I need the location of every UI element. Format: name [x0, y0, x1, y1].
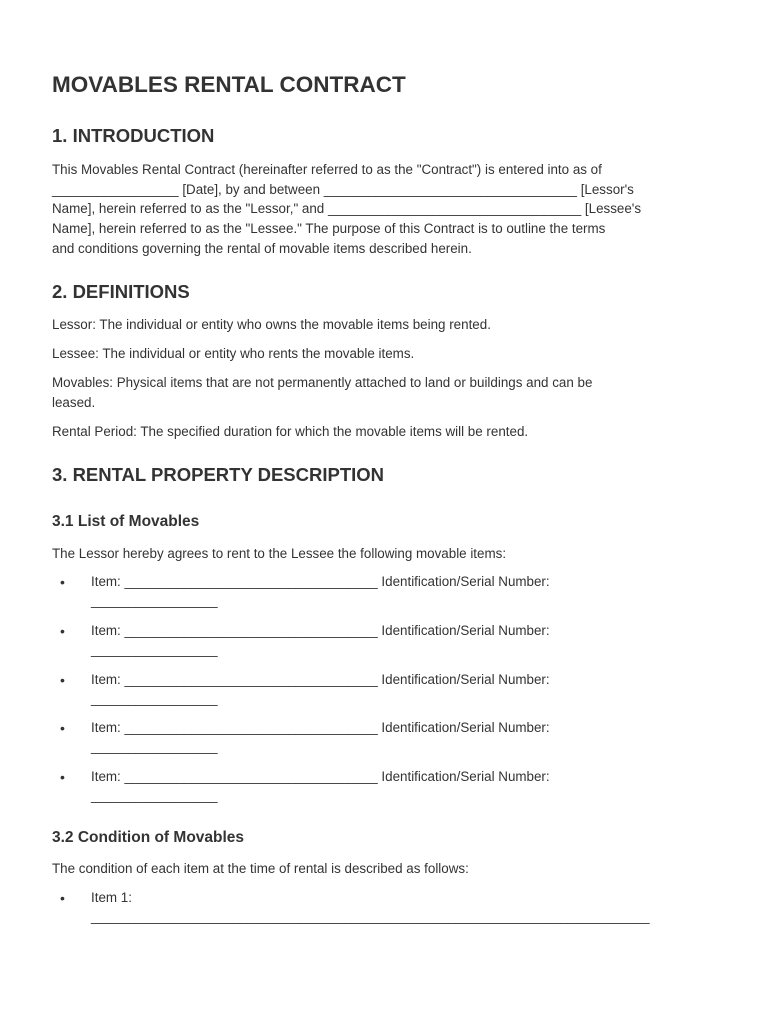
bullet-icon: •: [60, 890, 65, 906]
document-title: MOVABLES RENTAL CONTRACT: [52, 72, 406, 97]
text-line: Movables: Physical items that are not permanently attached to land or buildings and can be: [52, 375, 593, 390]
subheading-list-of-movables: 3.1 List of Movables: [52, 513, 200, 530]
list-intro: The Lessor hereby agrees to rent to the Lessee the following movable items:: [52, 546, 507, 561]
condition-item-blank: ___________________________________________________________________________: [91, 909, 650, 924]
text-line: _________________ [Date], by and between __________________________________ [Lessor's: [52, 181, 634, 197]
text-line: leased.: [52, 394, 96, 410]
section-heading-introduction: 1. INTRODUCTION: [52, 125, 215, 146]
bullet-icon: •: [60, 672, 65, 688]
item-line: _________________: [91, 691, 218, 706]
item-line: _________________: [91, 642, 218, 657]
section-heading-definitions: 2. DEFINITIONS: [52, 281, 190, 302]
item-line: _________________: [91, 739, 218, 754]
item-line: _________________: [91, 593, 218, 608]
item-line: Item: __________________________________ Identification/Serial Number:: [91, 574, 550, 589]
text-line: and conditions governing the rental of movable items described herein.: [52, 240, 472, 256]
condition-item-label: Item 1:: [91, 890, 132, 905]
condition-intro: The condition of each item at the time of rental is described as follows:: [52, 861, 469, 876]
definition-lessor: Lessor: The individual or entity who owns the movable items being rented.: [52, 317, 491, 332]
definition-rental-period: Rental Period: The specified duration for which the movable items will be rented.: [52, 424, 529, 439]
definition-lessee: Lessee: The individual or entity who rents the movable items.: [52, 346, 415, 361]
subheading-condition-of-movables: 3.2 Condition of Movables: [52, 829, 245, 846]
bullet-icon: •: [60, 769, 65, 785]
bullet-icon: •: [60, 623, 65, 639]
text-line: This Movables Rental Contract (hereinafter referred to as the "Contract") is entered into as of: [52, 162, 602, 177]
bullet-icon: •: [60, 720, 65, 736]
item-line: Item: __________________________________ Identification/Serial Number:: [91, 720, 550, 735]
text-line: Name], herein referred to as the "Lessor," and __________________________________ [Lessee's: [52, 201, 642, 217]
section-heading-rental-property: 3. RENTAL PROPERTY DESCRIPTION: [52, 464, 385, 485]
bullet-icon: •: [60, 574, 65, 590]
item-line: Item: __________________________________ Identification/Serial Number:: [91, 623, 550, 638]
definition-movables: [52, 373, 592, 412]
text-line: Name], herein referred to as the "Lessee." The purpose of this Contract is to outline the terms: [52, 221, 606, 237]
item-line: _________________: [91, 788, 218, 803]
item-line: Item: __________________________________ Identification/Serial Number:: [91, 769, 550, 784]
introduction-paragraph: [52, 160, 641, 259]
item-line: Item: __________________________________ Identification/Serial Number:: [91, 672, 550, 687]
